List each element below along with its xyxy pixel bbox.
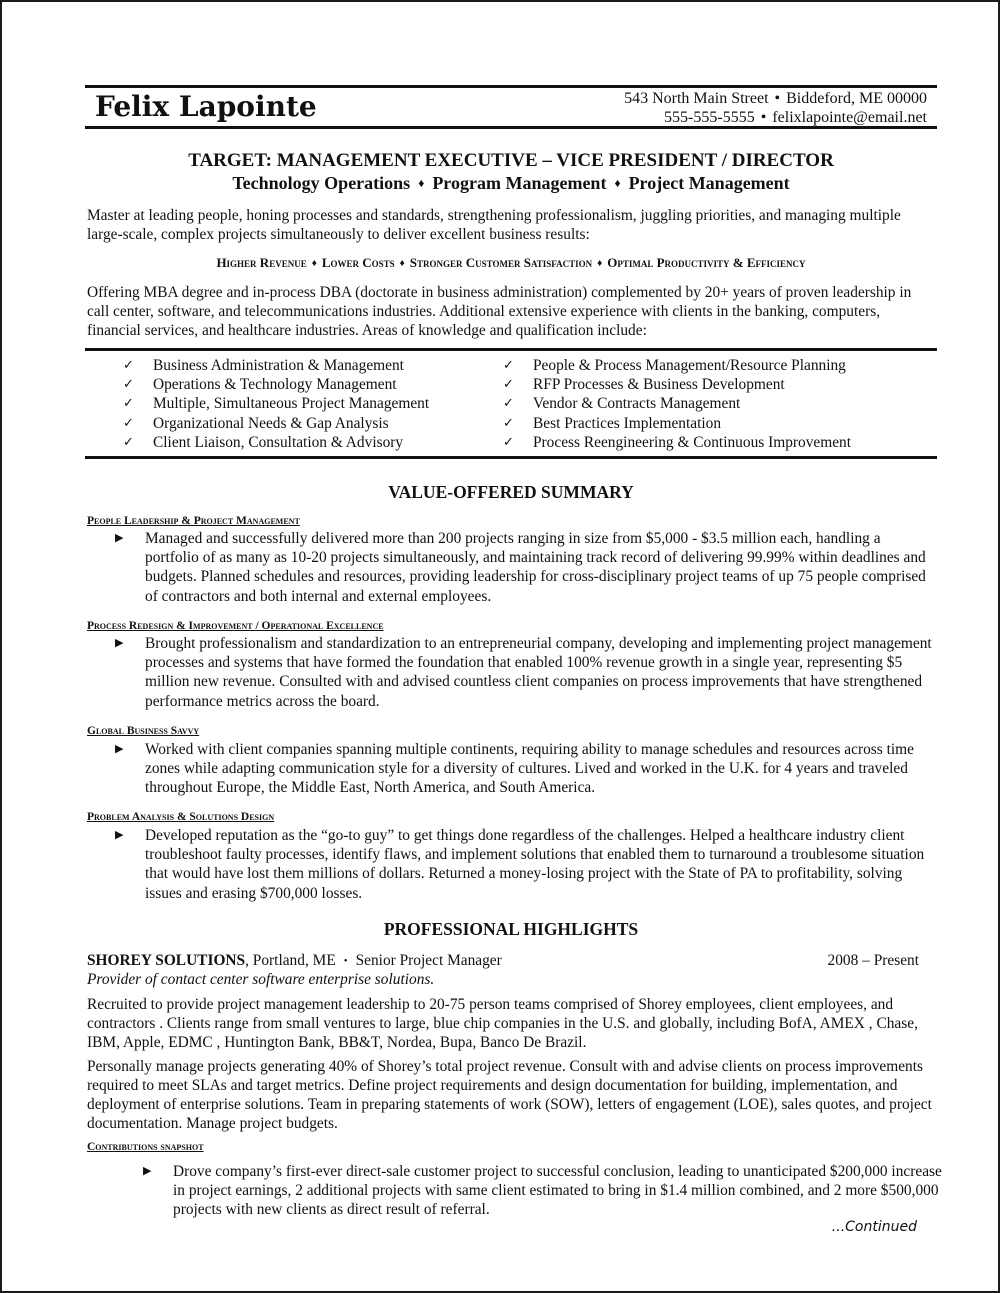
- skill-label: Process Reengineering & Continuous Improvement: [533, 433, 852, 451]
- summary-bullet: [115, 826, 935, 903]
- strengths-line: [85, 254, 937, 273]
- triangle-bullet-icon: ▶: [115, 829, 124, 841]
- skill-item: [123, 414, 503, 433]
- skill-item: [503, 375, 923, 394]
- skill-label: RFP Processes & Business Development: [533, 376, 785, 394]
- skill-item: [123, 375, 503, 394]
- bullet-text: Brought professionalism and standardization to an entrepreneurial company, developing and implementing project management processes and systems that have formed the foundation that enabled 100% revenue growth in a single year, representing $5 million new revenue. Consulted with and advised countless client companies on process improvements that have strengthened performance metrics across the board.: [145, 635, 932, 710]
- strength-item: Lower Costs: [321, 255, 395, 270]
- bullet-text: Managed and successfully delivered more than 200 projects ranging in size from $5,000 - $3.5 million each, handling a portfolio of as many as 10-20 projects simultaneously, and maintaining track record of delivering 99.99% within deadlines and budgets. Planned schedules and resources, providing leadership for cross-disciplinary project teams of up 75 people comprised of contractors and both internal and external employees.: [145, 530, 926, 605]
- offering-paragraph: Offering MBA degree and in-process DBA (doctorate in business administration) complemented by 20+ years of proven leadership in call center, software, and telecommunications industries. Additional extensive experience with clients in the banking, computers, financial services, and healthcare industries. Areas of knowledge and qualification include:: [87, 284, 912, 339]
- diamond-icon: ♦: [311, 258, 317, 269]
- resume-header: [85, 89, 937, 126]
- triangle-bullet-icon: ▶: [115, 743, 124, 755]
- phone-email-line: [624, 108, 927, 127]
- target-area: Technology Operations: [232, 173, 411, 193]
- contact-info: [624, 89, 927, 127]
- check-icon: ✓: [123, 358, 134, 373]
- skill-item: [503, 414, 923, 433]
- header-top-rule: [85, 85, 937, 88]
- skills-column-left: [85, 356, 503, 452]
- strength-item: Stronger Customer Satisfaction: [409, 255, 593, 270]
- skill-label: Business Administration & Management: [153, 357, 404, 374]
- job-header: [87, 951, 919, 971]
- email-link[interactable]: felixlapointe@email.net: [772, 109, 927, 126]
- check-icon: ✓: [123, 415, 134, 431]
- check-icon: ✓: [503, 415, 514, 431]
- job-role: Senior Project Manager: [355, 952, 502, 969]
- target-area: Program Management: [432, 173, 607, 193]
- bullet-separator: •: [760, 109, 767, 126]
- bullet-separator: •: [343, 955, 348, 967]
- summary-bullet: [115, 634, 935, 711]
- professional-highlights-title: PROFESSIONAL HIGHLIGHTS: [383, 919, 639, 939]
- address-line: [624, 89, 927, 108]
- strength-item: Higher Revenue: [216, 255, 307, 270]
- skills-bottom-rule: [85, 456, 937, 459]
- skills-grid: [85, 356, 937, 452]
- bullet-text: Drove company’s first-ever direct-sale customer project to successful conclusion, leading to unanticipated $200,000 increase in project earnings, 2 additional projects with same client estimated to bring in $1.4 million combined, and 2 more $500,000 projects with new clients as direct result of referral.: [173, 1163, 942, 1219]
- intro-paragraph: Master at leading people, honing processes and standards, strengthening professionalism, juggling priorities, and managing multiple large-scale, complex projects simultaneously to deliver excellent business results:: [87, 207, 901, 243]
- diamond-icon: ♦: [399, 258, 405, 269]
- skill-item: [123, 394, 503, 413]
- target-areas: [85, 172, 937, 195]
- skill-item: [123, 433, 503, 452]
- diamond-icon: ♦: [418, 176, 425, 190]
- check-icon: ✓: [503, 396, 514, 412]
- strength-item: Optimal Productivity & Efficiency: [607, 255, 806, 270]
- contribution-bullet: [143, 1162, 943, 1220]
- triangle-bullet-icon: ▶: [115, 532, 124, 544]
- skill-label: Best Practices Implementation: [533, 414, 722, 432]
- subhead-global-business: Global Business Savvy: [87, 725, 200, 737]
- header-bottom-rule: [85, 126, 937, 129]
- subhead-process-redesign: Process Redesign & Improvement / Operational Excellence: [87, 620, 384, 632]
- skill-label: Vendor & Contracts Management: [533, 395, 741, 413]
- check-icon: ✓: [503, 434, 514, 450]
- subhead-problem-analysis: Problem Analysis & Solutions Design: [87, 811, 275, 823]
- diamond-icon: ♦: [597, 258, 603, 269]
- target-title: TARGET: MANAGEMENT EXECUTIVE – VICE PRESIDENT / DIRECTOR: [188, 150, 834, 171]
- street-address: 543 North Main Street: [624, 90, 769, 107]
- company-description: Provider of contact center software enterprise solutions.: [87, 971, 435, 988]
- subhead-people-leadership: People Leadership & Project Management: [87, 515, 300, 527]
- job-paragraph: Recruited to provide project management leadership to 20-75 person teams comprised of Shorey employees, client employees, and contractors . Clients range from small ventures to large, blue chip companies in the U.S. and globally, including BofA, AMEX , Chase, IBM, Apple, EDMC , Huntington Bank, BB&T, Nordea, Bupa, Banco De Brazil.: [87, 996, 918, 1051]
- target-block: [85, 149, 937, 195]
- triangle-bullet-icon: ▶: [143, 1165, 152, 1177]
- skill-item: [503, 356, 923, 375]
- check-icon: ✓: [503, 377, 514, 393]
- skill-label: Multiple, Simultaneous Project Management: [153, 395, 430, 413]
- phone-number: 555-555-5555: [664, 109, 755, 126]
- diamond-icon: ♦: [614, 176, 621, 190]
- subhead-contributions: Contributions snapshot: [87, 1141, 204, 1153]
- company-location: , Portland, ME: [245, 952, 336, 969]
- summary-bullet: [115, 740, 935, 798]
- skill-item: [123, 356, 503, 375]
- skills-top-rule: [85, 348, 937, 351]
- job-paragraph: Personally manage projects generating 40% of Shorey’s total project revenue. Consult with and advise clients on process improvements required to meet SLAs and target metrics. Define project requirements and design documentation for building, implementation, and deployment of enterprise solutions. Team in preparing statements of work (SOW), letters of engagement (LOE), sales quotes, and project documentation. Manage project budgets.: [87, 1058, 932, 1132]
- bullet-text: Developed reputation as the “go-to guy” to get things done regardless of the challenges. Helped a healthcare industry client troubleshoot faulty processes, identify flaws, and implement solutions that enabled them to turnaround a troublesome situation that would have lost them millions of dollars. Returned a money-losing project with the State of PA to profitability, solving issues and erasing $700,000 losses.: [145, 827, 925, 902]
- check-icon: ✓: [503, 358, 514, 373]
- skills-column-right: [503, 356, 923, 452]
- candidate-name: Felix Lapointe: [95, 90, 317, 123]
- skill-label: People & Process Management/Resource Planning: [533, 357, 846, 374]
- company-name: SHOREY SOLUTIONS: [87, 952, 246, 969]
- skill-item: [503, 433, 923, 452]
- skill-label: Client Liaison, Consultation & Advisory: [153, 433, 404, 451]
- skill-label: Operations & Technology Management: [153, 376, 397, 394]
- city-state-zip: Biddeford, ME 00000: [786, 90, 927, 107]
- value-summary-title: VALUE-OFFERED SUMMARY: [388, 482, 634, 502]
- continued-note: ...Continued: [831, 1219, 917, 1235]
- triangle-bullet-icon: ▶: [115, 637, 124, 649]
- check-icon: ✓: [123, 377, 134, 393]
- target-area: Project Management: [628, 173, 790, 193]
- skill-label: Organizational Needs & Gap Analysis: [153, 414, 389, 432]
- check-icon: ✓: [123, 434, 134, 450]
- bullet-separator: •: [774, 90, 781, 107]
- bullet-text: Worked with client companies spanning multiple continents, requiring ability to manage schedules and resources across time zones while adapting communication style for a diversity of cultures. Lived and worked in the U.K. for 4 years and traveled throughout Europe, the Middle East, North America, and South America.: [145, 741, 914, 797]
- skill-item: [503, 394, 923, 413]
- job-dates: 2008 – Present: [827, 952, 919, 969]
- check-icon: ✓: [123, 396, 134, 412]
- summary-bullet: [115, 529, 935, 606]
